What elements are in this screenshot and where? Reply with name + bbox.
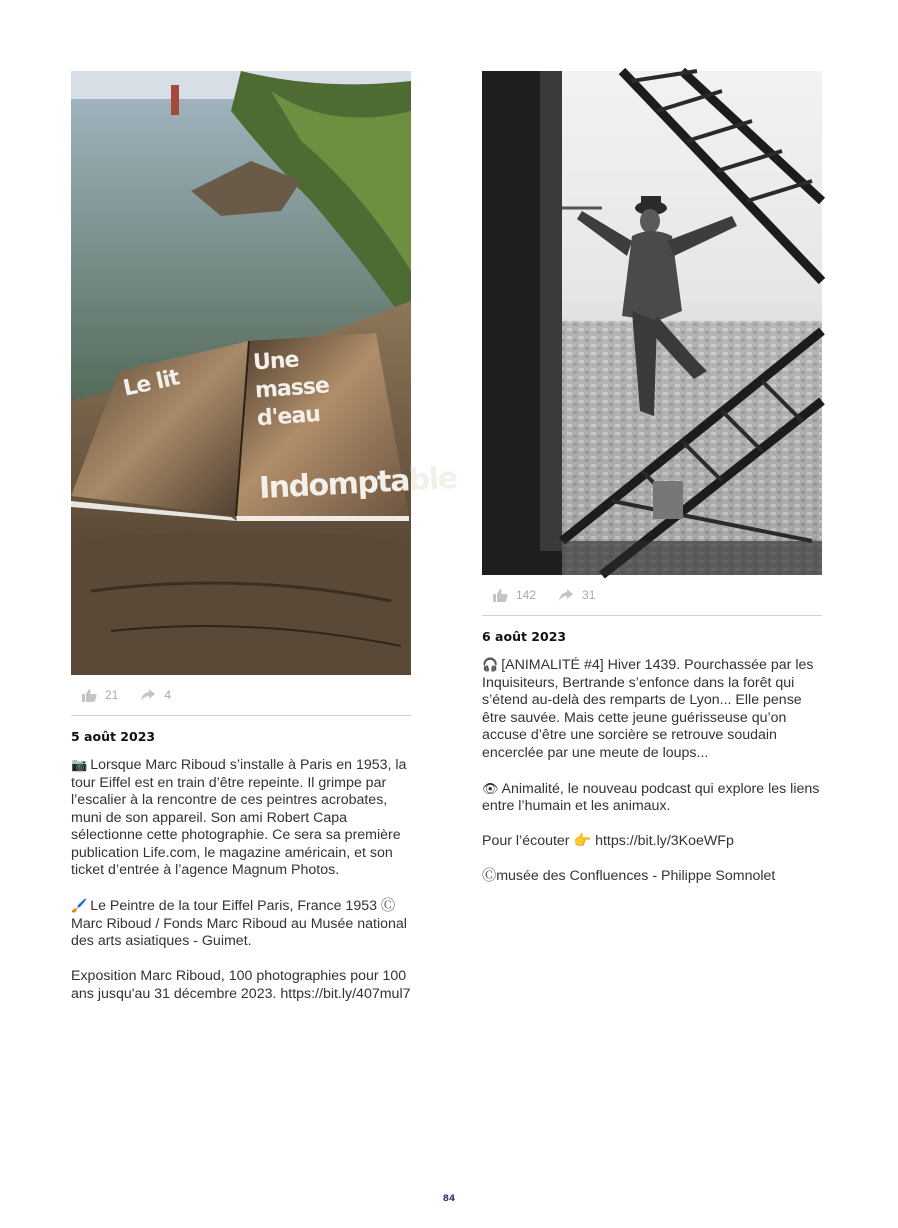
eiffel-painter-photo-illustration	[482, 71, 822, 575]
like-stat[interactable]	[492, 588, 536, 602]
post-body	[482, 656, 822, 886]
post-photo-magazine-on-log[interactable]	[71, 71, 458, 675]
share-arrow-icon	[558, 588, 574, 602]
post-paragraph: 🖌️ Le Peintre de la tour Eiffel Paris, France 1953 Ⓒ Marc Riboud / Fonds Marc Riboud au Musée national des arts asiatiques - Guimet.	[71, 898, 407, 949]
post-paragraph-credit: Ⓒmusée des Confluences - Philippe Somnolet	[482, 868, 776, 884]
headphones-icon: 🎧	[482, 657, 499, 672]
post-card	[482, 71, 822, 903]
magazine-photo-illustration	[71, 71, 411, 675]
post-photo-eiffel-painter[interactable]	[482, 71, 822, 575]
post-date: 6 août 2023	[482, 629, 567, 644]
paintbrush-icon: 🖌️	[71, 898, 88, 913]
magazine-text-right-top: Une masse d'eau	[252, 347, 330, 432]
share-stat[interactable]	[558, 588, 595, 602]
post-card	[71, 71, 458, 1021]
post-stats	[71, 675, 411, 716]
magazine-text-right-bottom: Indomptable	[258, 460, 458, 507]
eye-icon: 👁	[482, 780, 499, 796]
thumbs-up-icon	[492, 588, 508, 602]
post-paragraph: 👁 Animalité, le nouveau podcast qui explore les liens entre l’humain et les animaux.	[482, 780, 820, 814]
magazine-text-left: Le lit	[121, 365, 182, 402]
share-count: 31	[582, 588, 596, 602]
camera-icon: 📷	[71, 757, 88, 772]
thumbs-up-icon	[81, 688, 97, 702]
like-count: 21	[105, 688, 119, 702]
like-count: 142	[516, 588, 537, 602]
post-paragraph: 🎧 [ANIMALITÉ #4] Hiver 1439. Pourchassée par les Inquisiteurs, Bertrande s’enfonce dans la forêt qui s’étend au-delà des remparts de Lyon... Elle pense être sauvée. Mais cette jeune guérisseuse qu’on accuse d’être une sorcière se retrouve soudain encerclée par une meute de loups...	[482, 657, 814, 761]
post-date: 5 août 2023	[71, 729, 156, 744]
share-count: 4	[164, 688, 172, 702]
page-number: 84	[442, 1194, 456, 1204]
post-paragraph-link[interactable]: Exposition Marc Riboud, 100 photographies pour 100 ans jusqu'au 31 décembre 2023. https://bit.ly/407mul7	[71, 968, 411, 1002]
share-arrow-icon	[140, 688, 156, 702]
post-paragraph: 📷 Lorsque Marc Riboud s’installe à Paris en 1953, la tour Eiffel est en train d’être repeinte. Il grimpe par l’escalier à la rencontre de ces peintres acrobates, muni de son appareil. Son ami Robert Capa sélectionne cette photographie. Ce sera sa première publication Life.com, le magazine américain, et son ticket d’entrée à l’agence Magnum Photos.	[71, 757, 407, 878]
post-stats	[482, 575, 822, 616]
share-stat[interactable]	[140, 688, 171, 702]
post-paragraph-link[interactable]: Pour l’écouter 👉 https://bit.ly/3KoeWFp	[482, 833, 734, 849]
post-body	[71, 756, 411, 1003]
like-stat[interactable]	[81, 688, 118, 702]
